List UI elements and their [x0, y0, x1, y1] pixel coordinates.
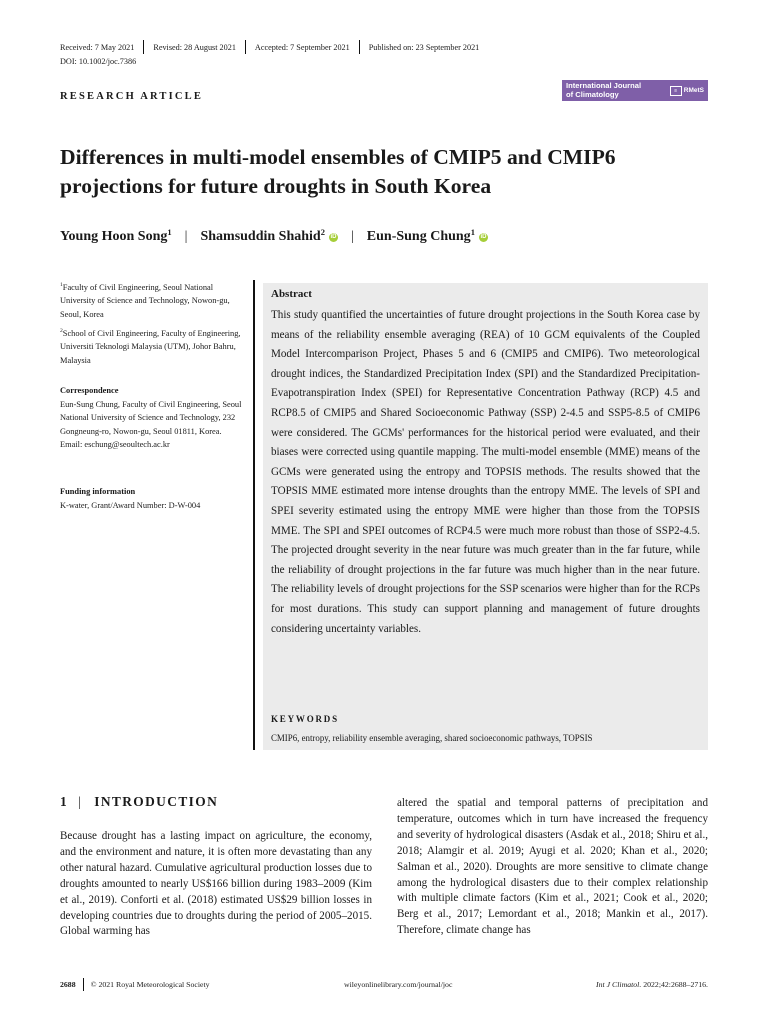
journal-abbrev: Int J Climatol.: [596, 980, 642, 989]
journal-logo[interactable]: [562, 80, 708, 101]
section-separator: |: [78, 794, 83, 809]
author-name[interactable]: Young Hoon Song$^1$: [60, 227, 172, 244]
citation: [596, 980, 708, 989]
doi-link[interactable]: DOI: 10.1002/joc.7386: [60, 57, 137, 66]
funding-text: K-water, Grant/Award Number: D-W-004: [60, 500, 201, 510]
journal-name: [562, 82, 641, 99]
funding-block: [60, 485, 246, 512]
paper-title: Differences in multi-model ensembles of CMIP5 and CMIP6 projections for future droughts in South Korea: [60, 145, 616, 198]
author-name[interactable]: Eun-Sung Chung$^1$: [366, 227, 475, 244]
section-heading: [60, 794, 218, 810]
body-column-left: Because drought has a lasting impact on agriculture, the economy, and the environment and nature, it is often more devastating than any other natural hazard. Cumulative agricultural production losses due to droughts amounted to nearly US$166 billion during 1983–2009 (Kim et al., 2019). Conforti et al. (2018) estimated US$29 billion losses in developing countries due to droughts during the period of 2005–2015. Global warming has: [60, 830, 372, 938]
journal-name-line2: of Climatology: [566, 89, 619, 99]
section-title: INTRODUCTION: [94, 794, 219, 809]
divider: [83, 978, 84, 991]
page-footer: [60, 978, 708, 991]
correspondence-email[interactable]: Email: eschung@seoultech.ac.kr: [60, 440, 170, 450]
article-type: RESEARCH ARTICLE: [60, 91, 204, 102]
author-list: [60, 229, 488, 245]
keywords-heading: KEYWORDS: [271, 714, 339, 724]
orcid-icon[interactable]: iD: [480, 233, 487, 240]
keywords-text: CMIP6, entropy, reliability ensemble averaging, shared socioeconomic pathways, TOPSIS: [271, 733, 593, 743]
society-logo: [670, 86, 708, 96]
affiliation-2: [60, 325, 246, 368]
revised-date: Revised: 28 August 2021: [153, 42, 236, 52]
received-date: Received: 7 May 2021: [60, 42, 135, 52]
published-date: Published on: 23 September 2021: [368, 42, 480, 52]
abstract-text: This study quantified the uncertainties of future drought projections in the South Korea case by means of the reliability ensemble averaging (REA) of 10 GCM equivalents of the Coupled Model Intercomparison Project, Phases 5 and 6 (CMIP5 and CMIP6). Two meteorological drought indices, the Standardized Precipitation Index (SPI) and the Standardized Precipitation-Evapotranspiration Index (SPEI) for Representative Concentration Pathway (RCP) 4.5 and RCP8.5 of CMIP5 and Shared Socioeconomic Pathway (SSP) 2-4.5 and SSP5-8.5 of CMIP6 were considered. The GCMs' performances for the historical period were evaluated, and their biases were corrected using quantile mapping. The multi-model ensemble (MME) means of the GCMs were generated using the entropy and TOPSIS methods. The results showed that the TOPSIS MME estimated more intense droughts than the entropy MME. The levels of SPI and SPEI severity estimated using the entropy MME were higher than those from the TOPSIS MME. The SPI and SPEI outcomes of RCP4.5 were much more robust than those of SSP2-4.5. The projected drought severity in the near future was much greater than in the far future, while the reliability of drought projections in the far future was much higher than in the near future. The reliability levels of drought projections for the SSP scenarios were higher than for the RCPs for most durations. This study can support planning and management of future droughts considering uncertainty variables.: [271, 309, 700, 635]
rmets-icon: ≡: [670, 86, 682, 96]
page-number: 2688: [60, 980, 76, 989]
society-logo-text: RMetS: [683, 87, 704, 94]
correspondence-heading: Correspondence: [60, 386, 119, 395]
funding-heading: Funding information: [60, 487, 136, 496]
publication-dates: [60, 40, 488, 54]
author-separator: |: [184, 229, 188, 244]
journal-name-line1: International Journal: [566, 81, 642, 91]
affiliation-1: [60, 279, 246, 322]
body-column-right: altered the spatial and temporal patterns of precipitation and temperature, outcomes which in turn have increased the frequency and severity of hydrological disasters (Asdak et al., 2018; Shiru et al., 2018; Alamgir et al. 2019; Ayugi et al. 2020; Khan et al., 2020; Salman et al., 2020). Droughts are more sensitive to climate change among the hydrological disasters due to their complex relationship with multiple climate factors (Kim et al., 2021; Cook et al., 2020; Berg et al., 2017; Lemordant et al., 2018; Mankin et al., 2017). Therefore, climate change has: [397, 797, 708, 937]
author-name[interactable]: Shamsuddin Shahid$^2$: [200, 227, 325, 244]
journal-url[interactable]: wileyonlinelibrary.com/journal/joc: [344, 980, 453, 989]
section-number: 1: [60, 794, 69, 809]
affiliation-sup: 2: [60, 328, 63, 334]
accepted-date: Accepted: 7 September 2021: [254, 42, 350, 52]
orcid-icon[interactable]: iD: [330, 233, 337, 240]
column-divider: [253, 280, 255, 750]
affiliation-sup: 1: [60, 282, 63, 288]
copyright: © 2021 Royal Meteorological Society: [90, 980, 210, 989]
correspondence-text: Eun-Sung Chung, Faculty of Civil Engineering, Seoul National University of Science and Technology, 232 Gongneung-ro, Nowon-gu, Seoul 01811, Korea.: [60, 399, 242, 436]
correspondence-block: [60, 384, 246, 452]
affiliation-text: School of Civil Engineering, Faculty of Engineering, Universiti Teknologi Malaysia (UTM), Johor Bahru, Malaysia: [60, 328, 241, 365]
affiliation-text: Faculty of Civil Engineering, Seoul National University of Science and Technology, Nowon-gu, Seoul, Korea: [60, 282, 230, 319]
author-separator: |: [350, 229, 354, 244]
abstract-heading: Abstract: [271, 288, 312, 300]
citation-volume: 2022;42:2688–2716.: [641, 980, 708, 989]
